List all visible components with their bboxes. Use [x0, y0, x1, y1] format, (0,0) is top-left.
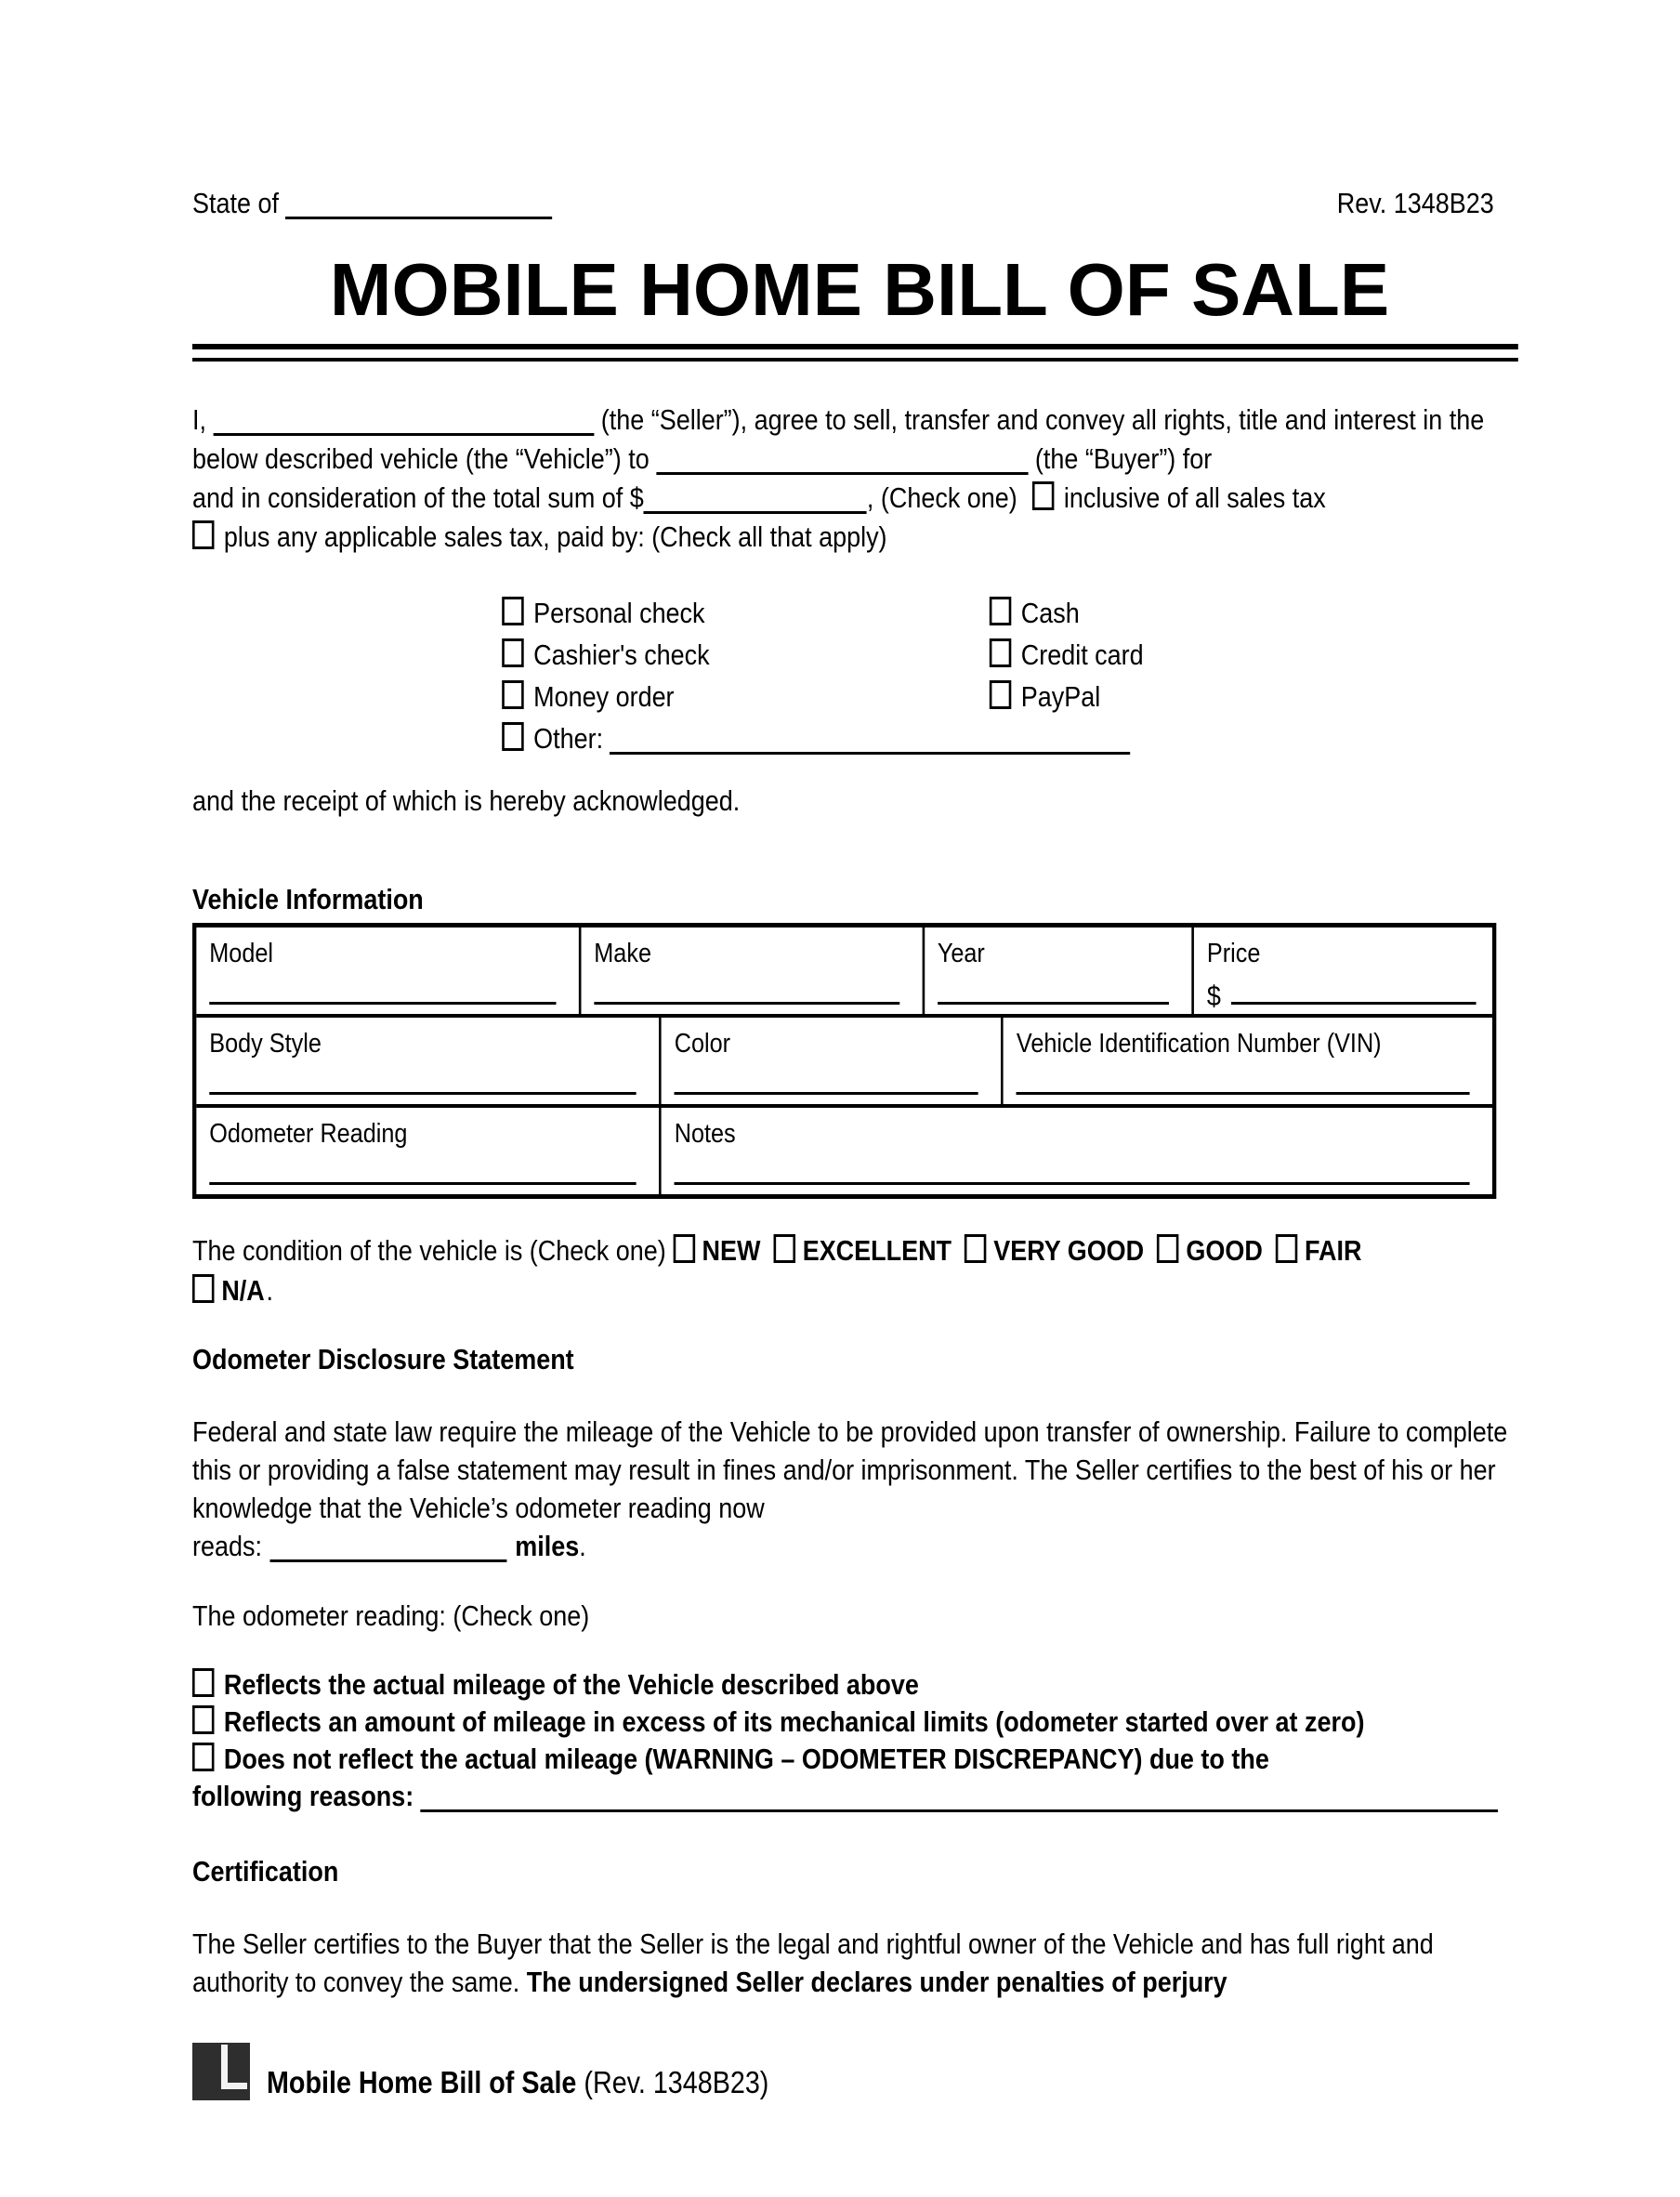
notes-label: Notes [674, 1119, 736, 1149]
condition-option-label: EXCELLENT [802, 1234, 952, 1267]
vehicle-information-heading: Vehicle Information [192, 883, 424, 915]
condition-option-label: NEW [702, 1234, 761, 1267]
footer-revision: (Rev. 1348B23) [584, 2065, 769, 2099]
state-of-group [192, 184, 553, 223]
odometer-reading-cell [196, 1108, 659, 1194]
footer-document-name: Mobile Home Bill of Sale [267, 2065, 577, 2099]
vin-cell [1001, 1018, 1492, 1104]
cashiers-check-checkbox[interactable] [502, 638, 523, 667]
certification-paragraph [192, 1925, 1527, 2001]
condition-excellent-checkbox[interactable] [773, 1234, 794, 1263]
personal-check-checkbox[interactable] [502, 597, 523, 625]
odometer-text: certifies to the best of his or her knowledge that the Vehicle’s odometer reading now [192, 1454, 1496, 1524]
payment-option [990, 597, 1080, 629]
condition-good-checkbox[interactable] [1157, 1234, 1178, 1263]
condition-new-checkbox[interactable] [673, 1234, 694, 1263]
body-style-cell [196, 1018, 659, 1104]
table-row [196, 1014, 1492, 1104]
payment-option [502, 634, 990, 676]
dollar-sign: $ [1206, 980, 1221, 1012]
intro-text: and in consideration of the total sum of $ [192, 481, 644, 514]
odometer-text: Failure to complete this or providing a false statement may result in fines and/or imprisonment. The Seller [192, 1415, 1508, 1486]
table-row [196, 927, 1492, 1014]
condition-option [192, 1274, 265, 1307]
state-name-field[interactable] [285, 185, 552, 219]
buyer-name-field[interactable] [656, 441, 1028, 475]
certification-heading: Certification [192, 1855, 339, 1888]
make-label: Make [594, 939, 651, 968]
payment-option [502, 717, 1130, 759]
payment-option-label: Money order [533, 680, 675, 713]
logo-l-shape [221, 2045, 247, 2089]
condition-option [1276, 1234, 1362, 1267]
odometer-option-label: Does not reflect the actual mileage (WARNING – ODOMETER DISCREPANCY) due to the [223, 1743, 1269, 1775]
sale-amount-field[interactable] [644, 480, 867, 514]
year-label: Year [937, 939, 985, 968]
payment-row [192, 592, 1527, 634]
notes-cell [659, 1108, 1492, 1194]
odometer-option-label: following reasons: [192, 1780, 414, 1812]
odometer-disclosure-paragraph [192, 1413, 1527, 1565]
payment-row [192, 634, 1527, 676]
certification-bold-text: The undersigned Seller declares under penalties of perjury [526, 1966, 1227, 1998]
odometer-options-list [192, 1666, 1527, 1815]
condition-option-label: FAIR [1305, 1234, 1362, 1267]
footer [192, 2043, 844, 2100]
payment-option [502, 676, 990, 717]
document-content [192, 184, 1527, 2030]
title-row [192, 249, 1527, 331]
vin-field[interactable] [1017, 1092, 1470, 1095]
condition-lead: The condition of the vehicle is (Check one) [192, 1234, 666, 1267]
payment-methods-list [192, 592, 1527, 759]
color-label: Color [674, 1029, 731, 1059]
condition-option-label: N/A [221, 1274, 265, 1307]
intro-text: , (Check one) [866, 481, 1017, 514]
price-label: Price [1206, 939, 1261, 968]
title-divider [192, 344, 1518, 362]
condition-option [965, 1234, 1144, 1267]
cash-checkbox[interactable] [990, 597, 1011, 625]
payment-option-label: Credit card [1020, 638, 1144, 671]
make-field[interactable] [594, 1002, 899, 1005]
money-order-checkbox[interactable] [502, 680, 523, 709]
price-field[interactable] [1231, 1002, 1477, 1005]
condition-very-good-checkbox[interactable] [965, 1234, 986, 1263]
inclusive-sales-tax-checkbox[interactable] [1032, 481, 1054, 510]
discrepancy-checkbox[interactable] [192, 1743, 214, 1771]
seller-name-field[interactable] [213, 401, 594, 436]
intro-text: (the “Seller”), agree to sell, transfer and convey all rights, title and [600, 403, 1327, 436]
odometer-option-label: Reflects an amount of mileage in excess of its mechanical limits (odometer started over at zero) [223, 1705, 1365, 1738]
body-style-label: Body Style [209, 1029, 322, 1059]
odometer-reading-check-line: The odometer reading: (Check one) [192, 1599, 590, 1632]
color-cell [659, 1018, 1001, 1104]
intro-text: interest in the below described vehicle (the “Vehicle”) to [192, 403, 1485, 475]
price-cell [1191, 927, 1492, 1014]
payment-option-label: Cashier's check [533, 638, 710, 671]
paypal-checkbox[interactable] [990, 680, 1011, 709]
odometer-reading-label: Odometer Reading [209, 1119, 408, 1149]
odometer-period: . [579, 1530, 586, 1562]
odometer-disclosure-heading: Odometer Disclosure Statement [192, 1343, 574, 1375]
intro-text: (the “Buyer”) for [1034, 442, 1213, 475]
payment-option [990, 680, 1100, 713]
payment-option-label: Other: [533, 722, 604, 755]
condition-option-label: GOOD [1186, 1234, 1263, 1267]
year-field[interactable] [938, 1002, 1169, 1005]
odometer-reading-field[interactable] [209, 1182, 637, 1185]
odometer-text: reads: [192, 1530, 262, 1562]
state-of-label: State of [192, 187, 279, 219]
condition-option-label: VERY GOOD [993, 1234, 1145, 1267]
condition-fair-checkbox[interactable] [1276, 1234, 1297, 1263]
page-title: MOBILE HOME BILL OF SALE [329, 248, 1389, 331]
payment-option-label: Cash [1020, 597, 1080, 629]
top-line [192, 184, 1527, 223]
condition-period: . [266, 1274, 274, 1307]
condition-na-checkbox[interactable] [192, 1274, 214, 1303]
color-field[interactable] [675, 1092, 978, 1095]
vin-label: Vehicle Identification Number (VIN) [1016, 1029, 1382, 1059]
condition-option [673, 1234, 760, 1267]
odometer-option [192, 1704, 1527, 1741]
excess-mileage-checkbox[interactable] [192, 1705, 214, 1734]
odometer-text: Federal and state law require the mileage of the Vehicle to be provided upon transfer of ownership. [192, 1415, 1288, 1448]
receipt-acknowledgment: and the receipt of which is hereby acknowledged. [192, 784, 741, 817]
odometer-option [192, 1741, 1527, 1815]
intro-text: I, [192, 403, 206, 436]
table-row [196, 1104, 1492, 1194]
model-label: Model [209, 939, 273, 968]
footer-text [267, 2065, 768, 2100]
payment-option-label: PayPal [1020, 680, 1101, 713]
vehicle-information-table [192, 923, 1496, 1199]
certification-text: The Seller certifies to the Buyer that the Seller is the legal and rightful owner of the Vehicle and has full [192, 1927, 1330, 1960]
make-cell [579, 927, 923, 1014]
other-checkbox[interactable] [502, 722, 523, 751]
model-cell [196, 927, 578, 1014]
legal-templates-logo-icon [192, 2043, 250, 2100]
year-cell [922, 927, 1191, 1014]
miles-label: miles [515, 1530, 580, 1562]
actual-mileage-checkbox[interactable] [192, 1668, 214, 1697]
credit-card-checkbox[interactable] [990, 638, 1011, 667]
condition-line [192, 1230, 1527, 1310]
body-style-field[interactable] [209, 1092, 637, 1095]
other-payment-field[interactable] [610, 720, 1130, 755]
certification-text: right and authority to convey the same. [192, 1927, 1434, 1998]
condition-option [773, 1234, 952, 1267]
condition-option [1157, 1234, 1263, 1267]
intro-paragraph [192, 401, 1527, 557]
odometer-option-label: Reflects the actual mileage of the Vehicle described above [223, 1668, 919, 1701]
notes-field[interactable] [675, 1182, 1470, 1185]
odometer-option [192, 1666, 1527, 1704]
payment-option [990, 638, 1144, 671]
payment-row [192, 676, 1527, 717]
payment-option-label: Personal check [533, 597, 705, 629]
model-field[interactable] [209, 1002, 556, 1005]
intro-text: inclusive of all sales tax [1063, 481, 1326, 514]
intro-text: plus any applicable sales tax, paid by: (Check all that apply) [223, 520, 887, 553]
payment-row [192, 717, 1527, 759]
revision-number: Rev. 1348B23 [1336, 187, 1494, 219]
odometer-miles-field[interactable] [270, 1528, 507, 1562]
plus-sales-tax-checkbox[interactable] [192, 520, 214, 549]
discrepancy-reasons-field[interactable] [420, 1778, 1498, 1812]
payment-option [502, 592, 990, 634]
